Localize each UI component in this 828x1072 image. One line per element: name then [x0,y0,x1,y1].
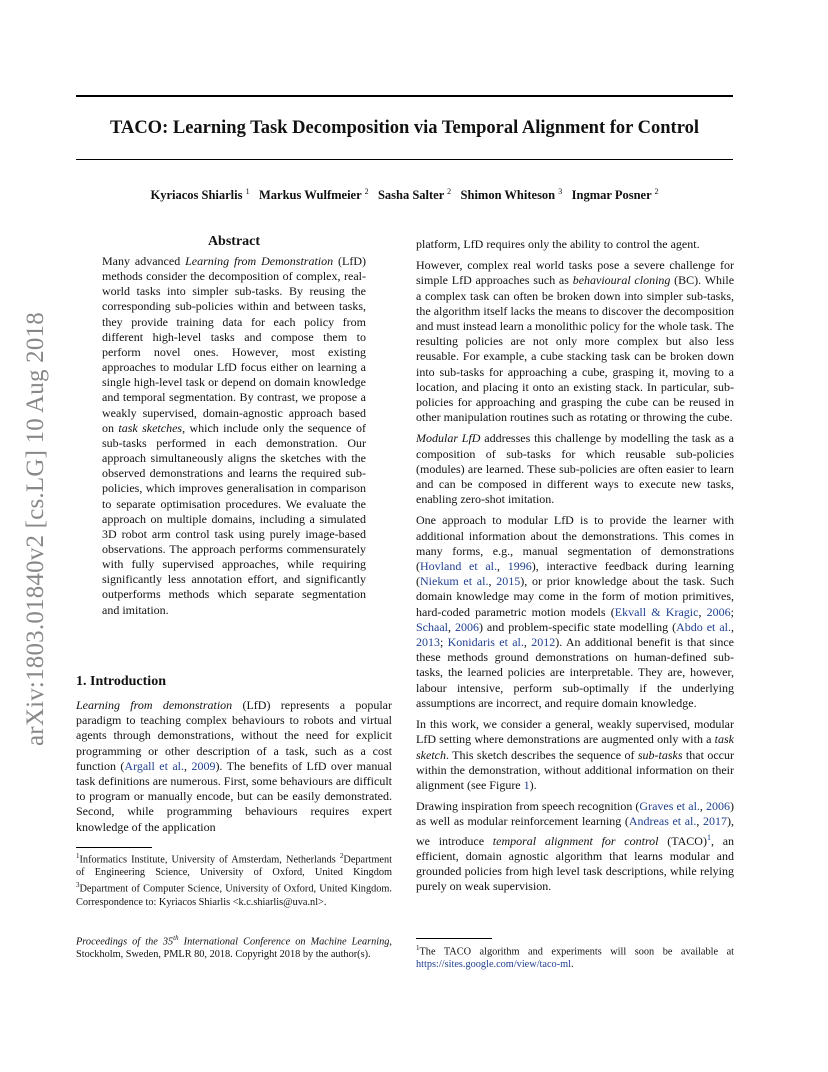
citation-link[interactable]: 2012 [531,635,556,650]
abstract-text: Many advanced Learning from Demonstration (LfD) methods consider the decomposition of complex, real-world tasks into simpler sub-tasks. By reusing the corresponding sub-policies within and between tasks, they provide training data for each policy from different high-level tasks and compose them to perform novel ones. However, most existing approaches to modular LfD focus either on learning a single high-level task or depend on domain knowledge and temporal segmentation. By contrast, we propose a weakly supervised, domain-agnostic approach based on task sketches, which include only the sequence of sub-tasks performed in each demonstration. Our approach simultaneously aligns the sketches with the observed demonstrations and learns the required sub-policies, which improves generalisation in comparison to separate optimisation procedures. We evaluate the approach on multiple domains, including a simulated 3D robot arm control task using purely image-based observations. The approach performs commensurately with fully supervised approaches, while requiring significantly less annotation effort, and significantly outperforms methods which separate segmentation and imitation. [102,254,367,617]
author-affiliation: 2 [364,187,369,196]
citation-link[interactable]: Graves et al. [639,799,700,814]
author-name: Ingmar Posner [571,188,652,203]
paragraph: One approach to modular LfD is to provide the learner with additional information about the demonstrations. This comes in many forms, e.g., manual segmentation of demonstrations (Hovland et al., 1996), interactive feedback during learning (Niekum et al., 2015), or prior knowledge about the task. Such domain knowledge may come in the form of motion primitives, hard-coded parametric motion models (Ekvall & Kragic, 2006; Schaal, 2006) and problem-specific state modelling (Abdo et al., 2013; Konidaris et al., 2012). An additional benefit is that since these methods ground demonstrations on human-defined sub-tasks, the learned policies are interpretable. They are, however, labour intensive, perform sub-optimally if the underlying assumptions are incorrect, and require domain knowledge. [416,513,735,710]
top-rule [76,95,733,97]
citation-link[interactable]: Hovland et al. [420,559,498,574]
author-affiliation: 3 [558,187,563,196]
intro-paragraph: Learning from demonstration (LfD) represents a popular paradigm to teaching complex behaviours to robots and virtual agents through demonstrations, without the need for explicit programming or other description of a task, such as a cost function (Argall et al., 2009). The benefits of LfD over manual task definitions are numerous. First, some behaviours are difficult to program or manually encode, but can be easily demonstrated. Second, while programming behaviours requires expert knowledge of the application [76,698,392,834]
citation-link[interactable]: Argall et al. [124,758,185,773]
author-list [76,187,733,203]
affiliations-footnote: $^1$Informatics Institute, University of Amsterdam, Netherlands $^2$Department of Engineering Science, University of Oxford, United Kingdom $^3$Department of Computer Science, University of Oxford, United Kingdom. Correspondence to: Kyriacos Shiarlis <k.c.shiarlis@uva.nl>. [76,852,392,908]
title-bottom-rule [76,159,733,160]
section-heading-introduction: 1. Introduction [76,674,166,689]
author-affiliation: 2 [447,187,452,196]
figure-ref-link[interactable]: 1 [523,777,530,792]
citation-link[interactable]: 2009 [191,758,216,773]
abstract-heading: Abstract [207,234,261,249]
citation-link[interactable]: Schaal [416,619,448,634]
proceedings-note: Proceedings of the 35th International Conference on Machine Learning, Stockholm, Sweden, PMLR 80, 2018. Copyright 2018 by the author(s). [76,934,392,961]
citation-link[interactable]: 2006 [706,604,731,619]
citation-link[interactable]: 2006 [706,799,730,814]
citation-link[interactable]: 2017 [703,814,727,829]
footnote-ref-link[interactable]: 1 [706,832,711,842]
paragraph: In this work, we consider a general, weakly supervised, modular LfD setting where demonstrations are augmented only with a task sketch. This sketch describes the sequence of sub-tasks that occur within the demonstration, without additional information on their alignment (see Figure 1). [416,717,734,792]
paragraph: Modular LfD addresses this challenge by modelling the task as a composition of sub-tasks for which reusable sub-policies (modules) are learned. These sub-policies are often easier to learn and can be composed in different ways to execute new tasks, enabling zero-shot imitation. [416,431,734,507]
author-affiliation: 2 [654,187,659,196]
citation-link[interactable]: 2006 [454,619,479,634]
citation-link[interactable]: Andreas et al. [628,814,697,829]
paragraph: platform, LfD requires only the ability to control the agent. [416,237,700,251]
intro-left-column [76,698,392,835]
right-column [416,237,734,900]
paragraph: Drawing inspiration from speech recognition (Graves et al., 2006) as well as modular reinforcement learning (Andreas et al., 2017), we introduce temporal alignment for control (TACO)$^1$, an efficient, domain agnostic algorithm that learns modular and grounded policies from high level task descriptions, while relying purely on weak supervision. [416,799,735,894]
author-name: Kyriacos Shiarlis [150,188,243,203]
citation-link[interactable]: Konidaris et al. [447,635,524,650]
paragraph: However, complex real world tasks pose a severe challenge for simple LfD approaches such as behavioural cloning (BC). While a complex task can often be broken down into simpler sub-tasks, the algorithm itself lacks the means to discover the decomposition and must instead learn a monolithic policy for the whole task. The resulting policies are not only more complex but also less reusable. For example, a cube stacking task can be broken down into sub-tasks for approaching a cube, grasping it, moving to a location, and placing it onto an existing stack. In particular, sub-policies for approaching and grasping the cube can be reused in other manipulation routines such as rotating or throwing the cube. [416,258,735,425]
footnote-rule-right [416,938,492,939]
author-name: Markus Wulfmeier [259,188,362,203]
footnote-rule-left [76,847,152,848]
citation-link[interactable]: Niekum et al. [420,574,489,589]
author-name: Shimon Whiteson [460,188,556,203]
taco-footnote: $^1$The TACO algorithm and experiments will soon be available at https://sites.google.com/view/taco-ml. [416,944,734,971]
citation-link[interactable]: 2015 [496,574,521,589]
arxiv-stamp: arXiv:1803.01840v2 [cs.LG] 10 Aug 2018 [22,312,49,746]
author-name: Sasha Salter [377,188,445,203]
citation-link[interactable]: 1996 [507,559,532,574]
author-affiliation: 1 [245,187,250,196]
citation-link[interactable]: 2013 [416,635,440,650]
citation-link[interactable]: Ekvall & Kragic [614,604,699,619]
citation-link[interactable]: Abdo et al. [676,619,731,634]
project-url-link[interactable]: https://sites.google.com/view/taco-ml [416,959,572,971]
paper-title: TACO: Learning Task Decomposition via Temporal Alignment for Control [110,118,699,138]
